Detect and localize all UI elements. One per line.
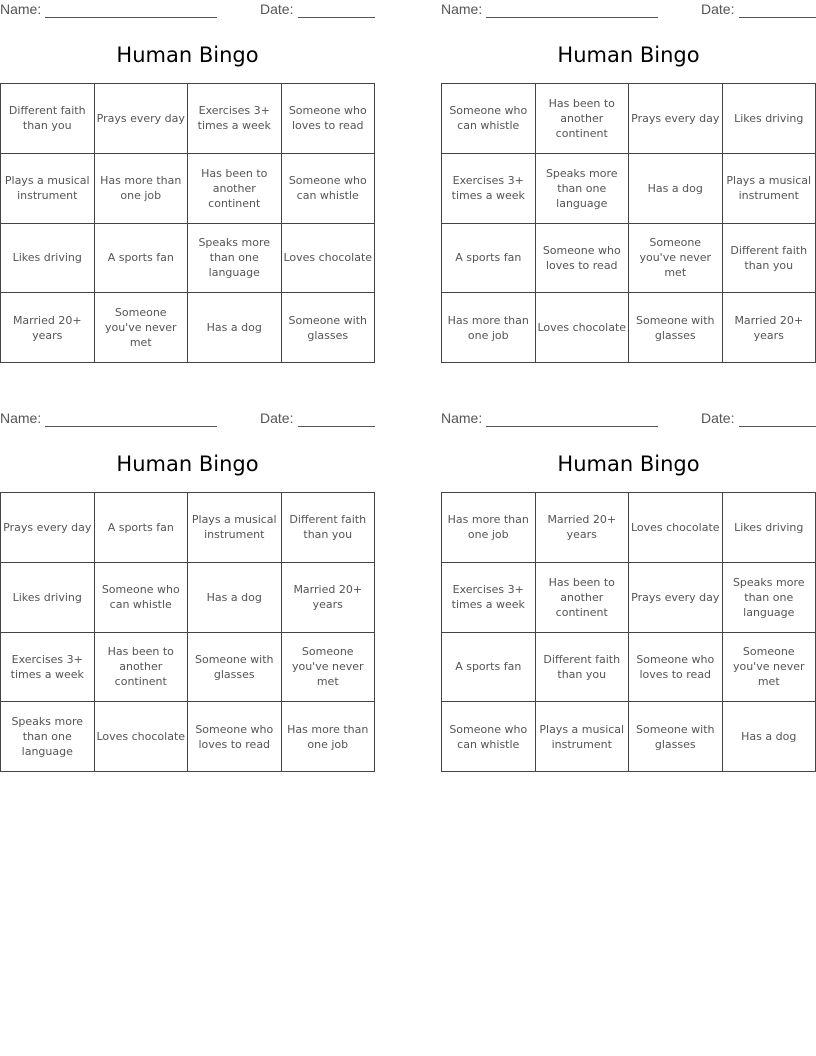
bingo-cell: Has more than one job	[442, 493, 536, 563]
bingo-cell: Speaks more than one language	[722, 562, 816, 632]
bingo-cell: Has a dog	[629, 153, 723, 223]
date-blank	[739, 17, 816, 18]
bingo-cell: Has more than one job	[442, 293, 536, 363]
bingo-cell: Plays a musical instrument	[535, 702, 629, 772]
bingo-grid	[441, 492, 816, 772]
bingo-cell: Different faith than you	[722, 223, 816, 293]
card-header	[441, 1, 816, 21]
bingo-grid	[441, 83, 816, 363]
bingo-cell: Someone who loves to read	[629, 632, 723, 702]
date-blank	[298, 17, 375, 18]
bingo-cell: Exercises 3+ times a week	[442, 153, 536, 223]
bingo-cell: Has more than one job	[94, 153, 188, 223]
bingo-cell: Has been to another continent	[535, 84, 629, 154]
date-blank	[298, 426, 375, 427]
bingo-cell: Someone with glasses	[629, 293, 723, 363]
bingo-cell: Married 20+ years	[1, 293, 95, 363]
bingo-cell: Prays every day	[629, 562, 723, 632]
grid-row	[442, 84, 816, 154]
grid-row	[442, 293, 816, 363]
bingo-cell: Speaks more than one language	[188, 223, 282, 293]
card-title: Human Bingo	[116, 452, 259, 476]
bingo-cell: A sports fan	[442, 223, 536, 293]
bingo-cell: Married 20+ years	[722, 293, 816, 363]
bingo-cell: Has a dog	[722, 702, 816, 772]
bingo-cell: Someone with glasses	[629, 702, 723, 772]
grid-row	[1, 153, 375, 223]
grid-row	[1, 293, 375, 363]
bingo-cell: Plays a musical instrument	[722, 153, 816, 223]
grid-row	[442, 632, 816, 702]
bingo-cell: Someone you've never met	[629, 223, 723, 293]
bingo-cell: Loves chocolate	[94, 702, 188, 772]
card-header	[441, 410, 816, 430]
grid-row	[1, 562, 375, 632]
card-title: Human Bingo	[557, 43, 700, 67]
bingo-cell: Plays a musical instrument	[188, 493, 282, 563]
bingo-cell: Likes driving	[722, 493, 816, 563]
bingo-cell: Prays every day	[1, 493, 95, 563]
card-header	[0, 410, 375, 430]
bingo-cell: Different faith than you	[281, 493, 375, 563]
bingo-grid	[0, 83, 375, 363]
bingo-cell: Someone who can whistle	[442, 702, 536, 772]
bingo-cell: Someone who loves to read	[281, 84, 375, 154]
bingo-cell: Married 20+ years	[535, 493, 629, 563]
bingo-cell: A sports fan	[94, 493, 188, 563]
card-title: Human Bingo	[557, 452, 700, 476]
bingo-cell: Someone with glasses	[188, 632, 282, 702]
grid-row	[1, 632, 375, 702]
name-label: Name:	[441, 410, 483, 426]
name-label: Name:	[0, 410, 42, 426]
grid-row	[1, 223, 375, 293]
date-label: Date:	[260, 1, 294, 17]
bingo-cell: Plays a musical instrument	[1, 153, 95, 223]
name-blank	[45, 17, 217, 18]
bingo-cell: Has been to another continent	[94, 632, 188, 702]
date-label: Date:	[701, 1, 735, 17]
bingo-cell: Loves chocolate	[281, 223, 375, 293]
bingo-cell: A sports fan	[442, 632, 536, 702]
bingo-cell: Has more than one job	[281, 702, 375, 772]
name-blank	[45, 426, 217, 427]
bingo-cell: Exercises 3+ times a week	[442, 562, 536, 632]
grid-row	[1, 702, 375, 772]
date-blank	[739, 426, 816, 427]
bingo-cell: Speaks more than one language	[1, 702, 95, 772]
bingo-cell: Someone who loves to read	[535, 223, 629, 293]
bingo-cell: Has been to another continent	[188, 153, 282, 223]
bingo-cell: Different faith than you	[1, 84, 95, 154]
grid-row	[442, 702, 816, 772]
bingo-cell: Different faith than you	[535, 632, 629, 702]
card-header	[0, 1, 375, 21]
grid-row	[1, 84, 375, 154]
bingo-cell: Someone you've never met	[281, 632, 375, 702]
bingo-cell: Has a dog	[188, 293, 282, 363]
grid-row	[442, 562, 816, 632]
bingo-cell: Someone with glasses	[281, 293, 375, 363]
date-label: Date:	[260, 410, 294, 426]
bingo-cell: Loves chocolate	[629, 493, 723, 563]
bingo-cell: Someone you've never met	[722, 632, 816, 702]
bingo-cell: Has been to another continent	[535, 562, 629, 632]
name-label: Name:	[441, 1, 483, 17]
grid-row	[442, 223, 816, 293]
date-label: Date:	[701, 410, 735, 426]
bingo-cell: Someone who can whistle	[281, 153, 375, 223]
bingo-cell: A sports fan	[94, 223, 188, 293]
name-label: Name:	[0, 1, 42, 17]
bingo-cell: Prays every day	[629, 84, 723, 154]
bingo-cell: Likes driving	[1, 223, 95, 293]
bingo-cell: Someone who can whistle	[94, 562, 188, 632]
grid-row	[442, 153, 816, 223]
card-title: Human Bingo	[116, 43, 259, 67]
bingo-cell: Loves chocolate	[535, 293, 629, 363]
bingo-cell: Exercises 3+ times a week	[1, 632, 95, 702]
bingo-grid	[0, 492, 375, 772]
bingo-cell: Someone who can whistle	[442, 84, 536, 154]
grid-row	[442, 493, 816, 563]
bingo-cell: Prays every day	[94, 84, 188, 154]
bingo-cell: Someone you've never met	[94, 293, 188, 363]
bingo-cell: Married 20+ years	[281, 562, 375, 632]
bingo-cell: Likes driving	[722, 84, 816, 154]
bingo-cell: Speaks more than one language	[535, 153, 629, 223]
name-blank	[486, 426, 658, 427]
bingo-cell: Exercises 3+ times a week	[188, 84, 282, 154]
grid-row	[1, 493, 375, 563]
bingo-cell: Likes driving	[1, 562, 95, 632]
bingo-cell: Has a dog	[188, 562, 282, 632]
name-blank	[486, 17, 658, 18]
bingo-cell: Someone who loves to read	[188, 702, 282, 772]
